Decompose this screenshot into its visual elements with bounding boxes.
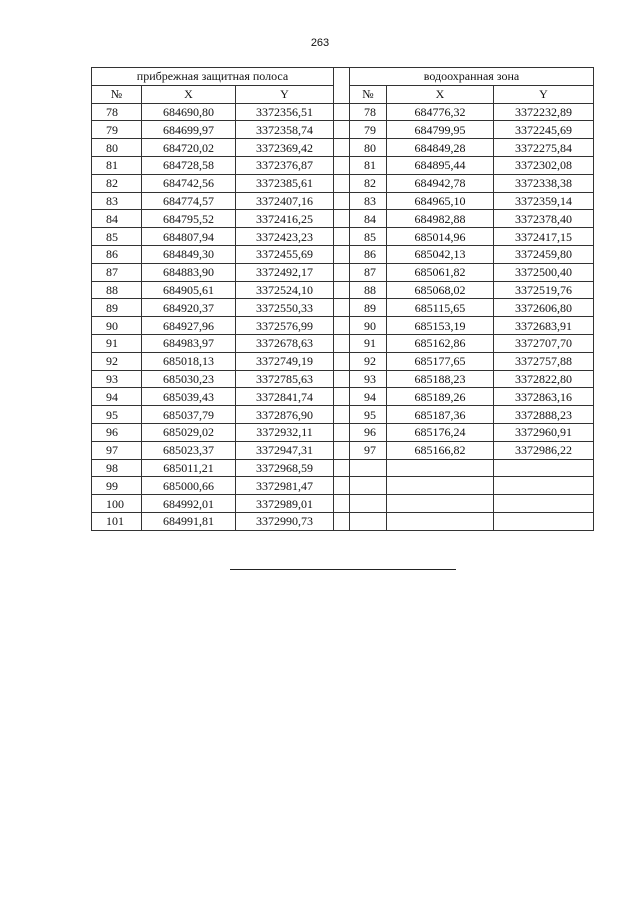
table-row [92,459,594,477]
column-separator [334,121,350,139]
right-y-value [494,459,594,477]
left-y-value: 3372492,17 [236,263,334,281]
right-y-value [494,495,594,513]
left-x-value: 685000,66 [142,477,236,495]
right-point-number: 88 [350,281,387,299]
left-x-value: 684807,94 [142,228,236,246]
table-row [92,139,594,157]
right-x-value: 685115,65 [387,299,494,317]
column-separator [334,459,350,477]
table-title-row [92,68,594,86]
right-y-value [494,477,594,495]
right-y-value: 3372960,91 [494,423,594,441]
right-x-value: 685162,86 [387,334,494,352]
right-x-value: 685153,19 [387,317,494,335]
right-y-value: 3372378,40 [494,210,594,228]
left-y-value: 3372423,23 [236,228,334,246]
table-row [92,210,594,228]
left-x-value: 684720,02 [142,139,236,157]
table-row [92,512,594,530]
table-row [92,317,594,335]
right-x-value: 685176,24 [387,423,494,441]
column-separator [334,228,350,246]
right-y-value: 3372459,80 [494,245,594,263]
column-separator [334,68,350,104]
right-y-value [494,512,594,530]
right-point-number [350,512,387,530]
left-y-value: 3372369,42 [236,139,334,157]
table-row [92,228,594,246]
table-row [92,299,594,317]
right-point-number: 89 [350,299,387,317]
right-x-value: 684895,44 [387,156,494,174]
right-x-value: 685189,26 [387,388,494,406]
right-y-value: 3372359,14 [494,192,594,210]
table-row [92,423,594,441]
right-point-number: 96 [350,423,387,441]
left-point-number: 92 [92,352,142,370]
table-row [92,192,594,210]
left-point-number: 99 [92,477,142,495]
right-y-value: 3372245,69 [494,121,594,139]
left-y-value: 3372524,10 [236,281,334,299]
right-x-value: 684982,88 [387,210,494,228]
left-y-value: 3372785,63 [236,370,334,388]
left-y-value: 3372968,59 [236,459,334,477]
right-point-number: 80 [350,139,387,157]
left-y-value: 3372455,69 [236,245,334,263]
left-x-value: 684905,61 [142,281,236,299]
left-y-value: 3372947,31 [236,441,334,459]
right-y-value: 3372986,22 [494,441,594,459]
right-y-value: 3372707,70 [494,334,594,352]
column-separator [334,512,350,530]
table-row [92,174,594,192]
left-y-value: 3372550,33 [236,299,334,317]
right-x-value: 685068,02 [387,281,494,299]
right-point-number [350,477,387,495]
end-rule [230,569,456,570]
table-row [92,388,594,406]
column-separator [334,299,350,317]
left-point-number: 101 [92,512,142,530]
left-x-value: 685037,79 [142,406,236,424]
left-x-value: 685018,13 [142,352,236,370]
column-separator [334,281,350,299]
left-point-number: 85 [92,228,142,246]
left-y-value: 3372576,99 [236,317,334,335]
table-row [92,245,594,263]
right-y-value: 3372606,80 [494,299,594,317]
right-y-value: 3372888,23 [494,406,594,424]
column-separator [334,423,350,441]
left-y-value: 3372358,74 [236,121,334,139]
right-x-value: 684849,28 [387,139,494,157]
right-point-number: 94 [350,388,387,406]
left-point-number: 84 [92,210,142,228]
column-separator [334,370,350,388]
column-separator [334,388,350,406]
left-point-number: 96 [92,423,142,441]
left-y-value: 3372932,11 [236,423,334,441]
right-y-value: 3372338,38 [494,174,594,192]
right-point-number: 87 [350,263,387,281]
left-point-number: 91 [92,334,142,352]
left-point-number: 86 [92,245,142,263]
left-x-value: 684992,01 [142,495,236,513]
left-x-value: 684742,56 [142,174,236,192]
right-y-value: 3372822,80 [494,370,594,388]
left-point-number: 95 [92,406,142,424]
column-separator [334,352,350,370]
left-x-value: 685030,23 [142,370,236,388]
right-point-number: 84 [350,210,387,228]
right-point-number [350,459,387,477]
table-row [92,263,594,281]
left-x-value: 684699,97 [142,121,236,139]
left-x-value: 684795,52 [142,210,236,228]
left-x-value: 684690,80 [142,103,236,121]
right-y-value: 3372757,88 [494,352,594,370]
left-point-number: 78 [92,103,142,121]
left-y-value: 3372981,47 [236,477,334,495]
right-y-value: 3372863,16 [494,388,594,406]
table-row [92,406,594,424]
column-separator [334,174,350,192]
left-x-value: 684883,90 [142,263,236,281]
column-separator [334,103,350,121]
right-point-number: 91 [350,334,387,352]
left-x-value: 684728,58 [142,156,236,174]
table-body [92,103,594,530]
left-point-number: 79 [92,121,142,139]
table-row [92,370,594,388]
left-point-number: 90 [92,317,142,335]
left-y-value: 3372356,51 [236,103,334,121]
right-x-value: 684776,32 [387,103,494,121]
right-point-number: 97 [350,441,387,459]
right-y-value: 3372683,91 [494,317,594,335]
left-table-title: прибрежная защитная полоса [92,68,334,86]
left-point-number: 81 [92,156,142,174]
table-row [92,121,594,139]
left-y-value: 3372416,25 [236,210,334,228]
left-point-number: 87 [92,263,142,281]
left-y-value: 3372749,19 [236,352,334,370]
right-header-x: X [387,85,494,103]
right-x-value [387,459,494,477]
left-x-value: 685039,43 [142,388,236,406]
right-y-value: 3372302,08 [494,156,594,174]
column-separator [334,192,350,210]
left-point-number: 88 [92,281,142,299]
column-separator [334,406,350,424]
left-point-number: 94 [92,388,142,406]
left-point-number: 98 [92,459,142,477]
left-y-value: 3372678,63 [236,334,334,352]
right-point-number [350,495,387,513]
left-point-number: 97 [92,441,142,459]
right-x-value: 685188,23 [387,370,494,388]
right-point-number: 79 [350,121,387,139]
left-x-value: 684991,81 [142,512,236,530]
table-row [92,495,594,513]
left-y-value: 3372876,90 [236,406,334,424]
right-point-number: 92 [350,352,387,370]
right-point-number: 86 [350,245,387,263]
right-x-value: 685166,82 [387,441,494,459]
left-header-x: X [142,85,236,103]
left-point-number: 82 [92,174,142,192]
table-row [92,103,594,121]
right-x-value: 684942,78 [387,174,494,192]
right-x-value: 684799,95 [387,121,494,139]
right-point-number: 85 [350,228,387,246]
column-separator [334,210,350,228]
left-x-value: 685029,02 [142,423,236,441]
table-row [92,281,594,299]
left-y-value: 3372385,61 [236,174,334,192]
left-x-value: 684920,37 [142,299,236,317]
page-number: 263 [310,37,330,49]
left-y-value: 3372841,74 [236,388,334,406]
right-x-value [387,495,494,513]
table-row [92,477,594,495]
right-point-number: 78 [350,103,387,121]
left-header-number: № [92,85,142,103]
right-x-value: 685014,96 [387,228,494,246]
right-header-number: № [350,85,387,103]
right-point-number: 82 [350,174,387,192]
table-row [92,441,594,459]
coordinates-table [91,67,594,531]
table-row [92,156,594,174]
right-point-number: 81 [350,156,387,174]
right-x-value [387,512,494,530]
right-y-value: 3372519,76 [494,281,594,299]
left-y-value: 3372989,01 [236,495,334,513]
right-x-value: 685187,36 [387,406,494,424]
right-point-number: 83 [350,192,387,210]
left-point-number: 80 [92,139,142,157]
left-x-value: 684927,96 [142,317,236,335]
right-x-value: 685177,65 [387,352,494,370]
left-x-value: 684774,57 [142,192,236,210]
left-x-value: 684983,97 [142,334,236,352]
right-x-value: 685042,13 [387,245,494,263]
right-y-value: 3372500,40 [494,263,594,281]
left-point-number: 83 [92,192,142,210]
left-point-number: 93 [92,370,142,388]
right-point-number: 90 [350,317,387,335]
left-y-value: 3372407,16 [236,192,334,210]
right-y-value: 3372417,15 [494,228,594,246]
left-point-number: 89 [92,299,142,317]
column-separator [334,441,350,459]
column-separator [334,263,350,281]
column-separator [334,334,350,352]
left-x-value: 685023,37 [142,441,236,459]
left-y-value: 3372990,73 [236,512,334,530]
right-table-title: водоохранная зона [350,68,594,86]
left-x-value: 684849,30 [142,245,236,263]
right-y-value: 3372275,84 [494,139,594,157]
right-x-value: 684965,10 [387,192,494,210]
right-point-number: 93 [350,370,387,388]
table-row [92,334,594,352]
column-separator [334,495,350,513]
right-x-value [387,477,494,495]
left-y-value: 3372376,87 [236,156,334,174]
column-separator [334,245,350,263]
right-y-value: 3372232,89 [494,103,594,121]
right-header-y: Y [494,85,594,103]
right-x-value: 685061,82 [387,263,494,281]
table-row [92,352,594,370]
column-separator [334,477,350,495]
column-separator [334,156,350,174]
column-separator [334,139,350,157]
left-point-number: 100 [92,495,142,513]
left-header-y: Y [236,85,334,103]
right-point-number: 95 [350,406,387,424]
column-separator [334,317,350,335]
left-x-value: 685011,21 [142,459,236,477]
